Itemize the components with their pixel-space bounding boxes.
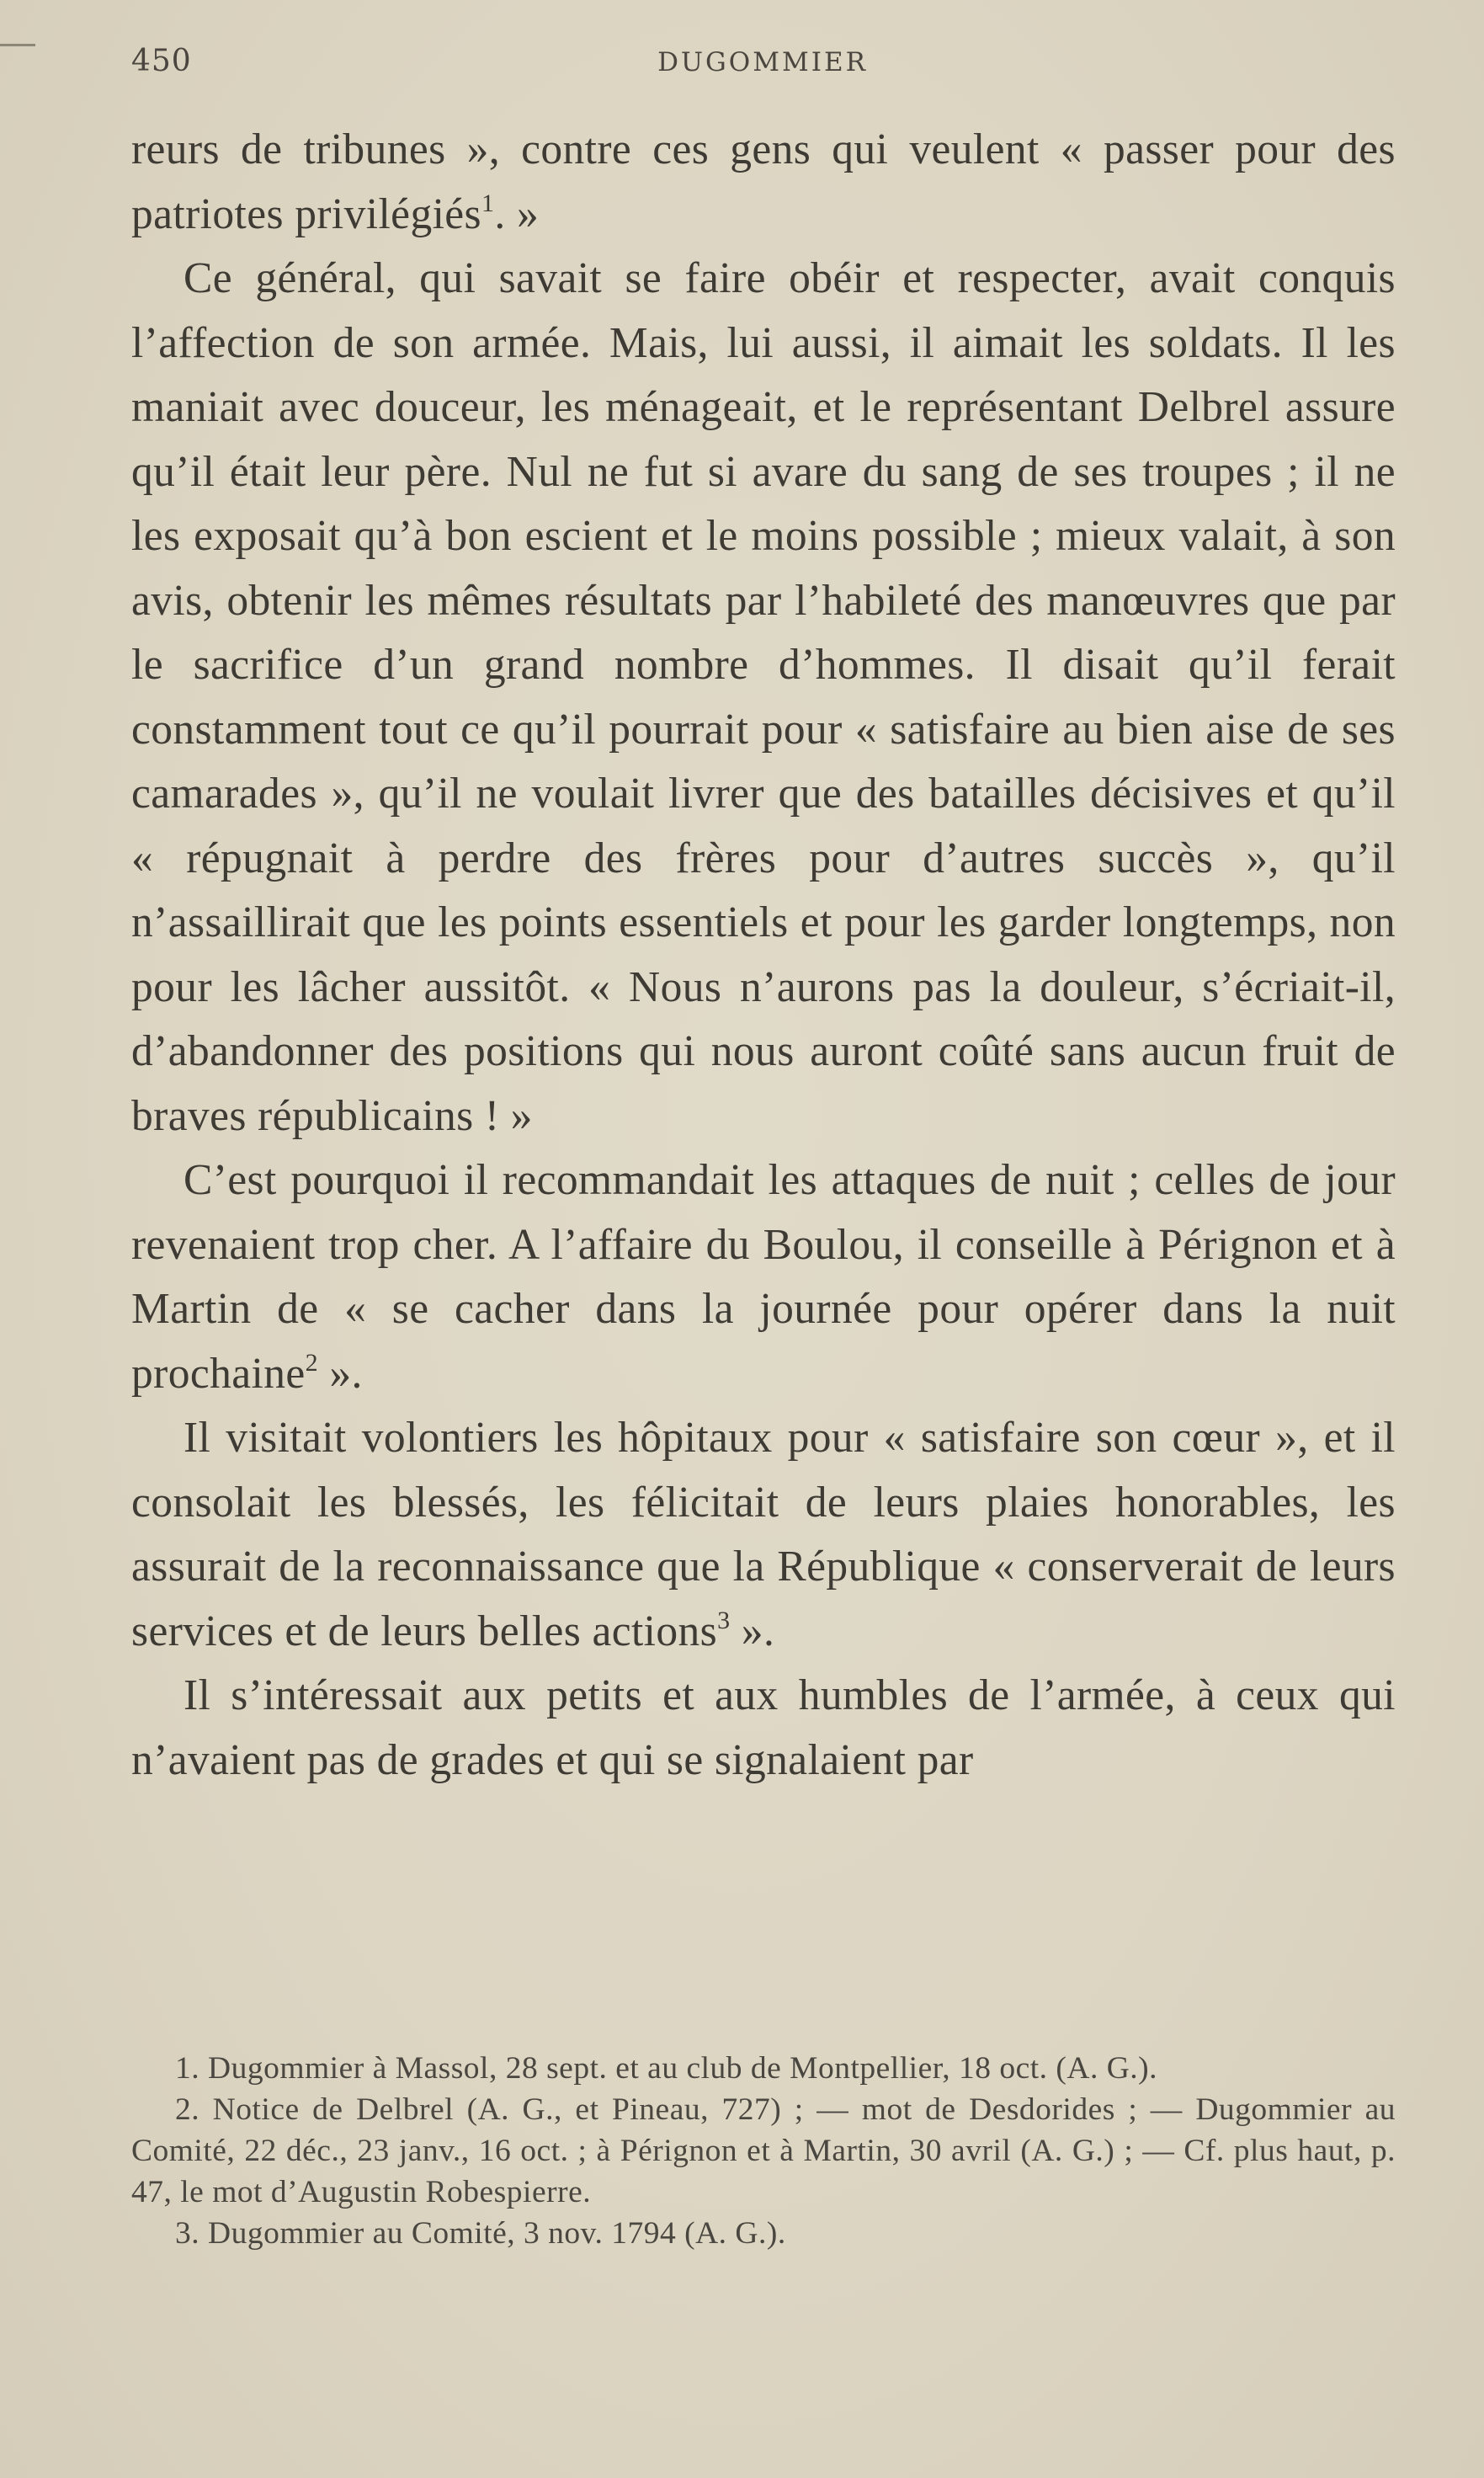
- footnote-ref-3: 3: [717, 1606, 731, 1634]
- paragraph-3: [131, 1148, 1396, 1406]
- paragraph-3-text: C’est pourquoi il recommandait les attaques de nuit ; celles de jour revenaient trop cher. A l’affaire du Boulou, il conseille à Pérignon et à Martin de « se cacher dans la journée pour opérer dans la nuit prochaine: [131, 1156, 1396, 1398]
- paragraph-1-text: reurs de tribunes », contre ces gens qui veulent « passer pour des patriotes privilégiés: [131, 125, 1396, 238]
- paragraph-1-tail: . »: [494, 189, 540, 238]
- paragraph-3-tail: ».: [318, 1349, 363, 1398]
- footnote-1: 1. Dugommier à Massol, 28 sept. et au club de Montpellier, 18 oct. (A. G.).: [175, 2051, 1158, 2086]
- paragraph-1: [131, 118, 1396, 247]
- footnotes: [131, 2048, 1396, 2254]
- paragraph-2: Ce général, qui savait se faire obéir et respecter, avait conquis l’affection de son armée. Mais, lui aussi, il aimait les soldats. Il les maniait avec douceur, les ménageait, et le représentant Delbrel assure qu’il était leur père. Nul ne fut si avare du sang de ses troupes ; il ne les exposait qu’à bon escient et le moins possible ; mieux valait, à son avis, obtenir les mêmes résultats par l’habileté des manœuvres que par le sacrifice d’un grand nombre d’hommes. Il disait qu’il ferait constamment tout ce qu’il pourrait pour « satisfaire au bien aise de ses camarades », qu’il ne voulait livrer que des batailles décisives et qu’il « répugnait à perdre des frères pour d’autres succès », qu’il n’assaillirait que les points essentiels et pour les garder longtemps, non pour les lâcher aussitôt. « Nous n’aurons pas la douleur, s’écriait-il, d’abandonner des positions qui nous auront coûté sans aucun fruit de braves républicains ! »: [131, 254, 1396, 1140]
- running-title: DUGOMMIER: [657, 47, 868, 77]
- footnote-ref-2: 2: [305, 1348, 319, 1377]
- paragraph-5: Il s’intéressait aux petits et aux humbles de l’armée, à ceux qui n’avaient pas de grades et qui se signalaient par: [131, 1671, 1396, 1784]
- page-number: 450: [131, 44, 192, 78]
- page-edge-rule: [0, 44, 35, 46]
- footnote-3: 3. Dugommier au Comité, 3 nov. 1794 (A. G.).: [175, 2216, 786, 2251]
- footnote-2: 2. Notice de Delbrel (A. G., et Pineau, 727) ; — mot de Desdorides ; — Dugommier au Comité, 22 déc., 23 janv., 16 oct. ; à Pérignon et à Martin, 30 avril (A. G.) ; — Cf. plus haut, p. 47, le mot d’Augustin Robespierre.: [131, 2092, 1396, 2209]
- main-text: [131, 118, 1396, 1793]
- running-header: [131, 44, 1394, 86]
- paragraph-4-tail: ».: [730, 1607, 775, 1655]
- paragraph-4-text: Il visitait volontiers les hôpitaux pour « satisfaire son cœur », et il consolait les blessés, les félicitait de leurs plaies honorables, les assurait de la reconnaissance que la République « conserverait de leurs services et de leurs belles actions: [131, 1414, 1396, 1655]
- footnote-ref-1: 1: [481, 189, 495, 217]
- paragraph-4: [131, 1406, 1396, 1664]
